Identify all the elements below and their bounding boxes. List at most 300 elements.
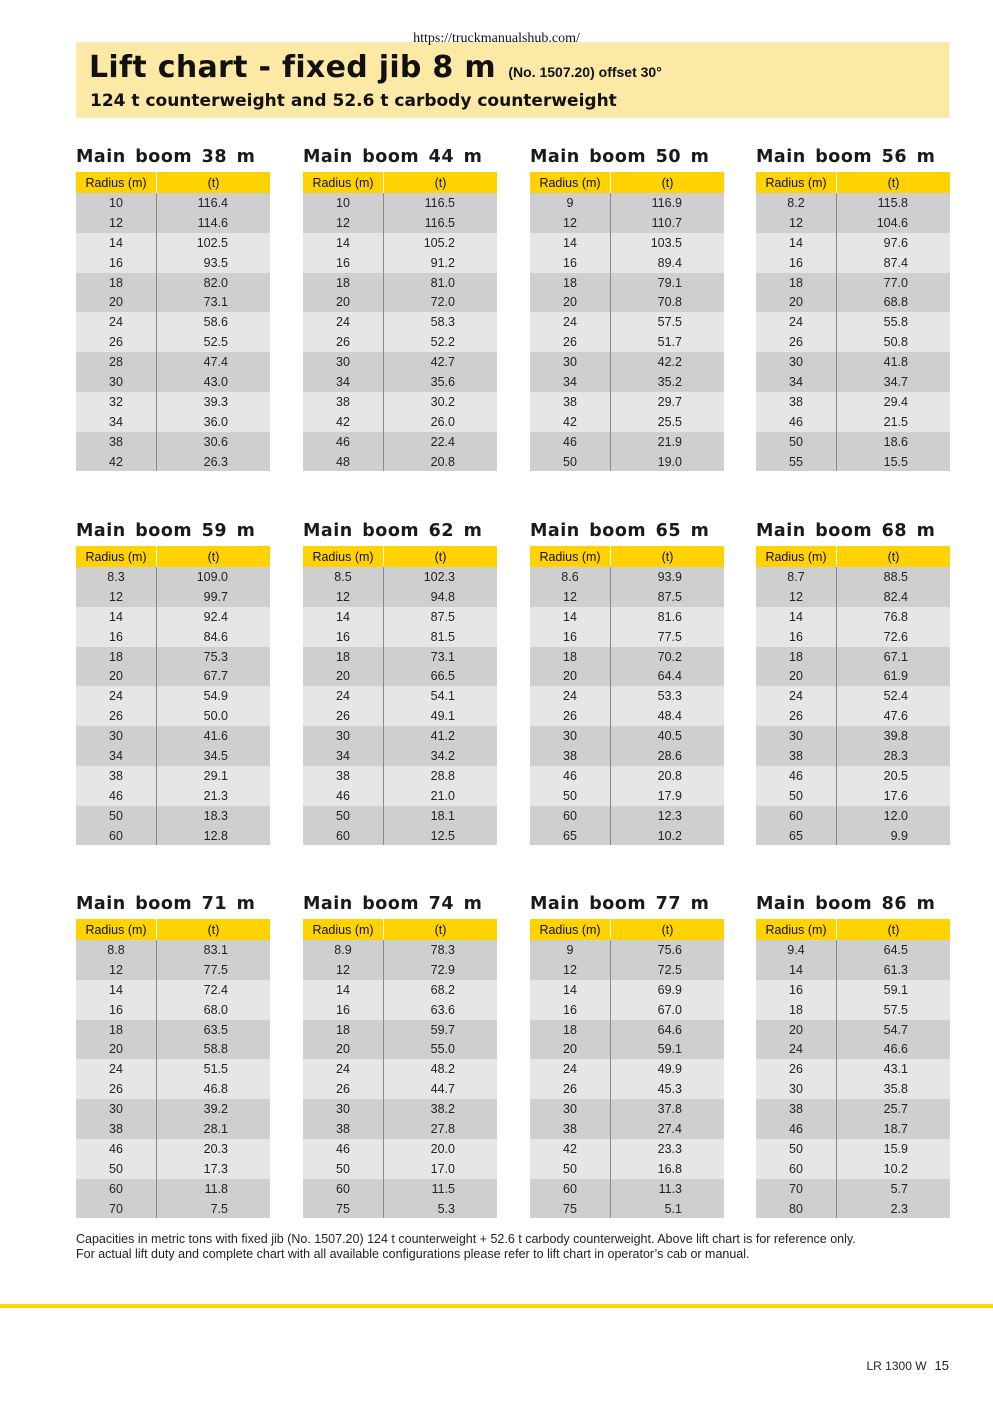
capacity-cell: 12.8 <box>203 828 228 843</box>
table-row <box>756 352 950 372</box>
capacity-cell: 91.2 <box>430 255 455 270</box>
radius-cell: 30 <box>76 726 157 746</box>
table-header-row <box>756 546 950 567</box>
capacity-cell: 63.5 <box>203 1022 228 1037</box>
capacity-cell: 75.3 <box>203 649 228 664</box>
radius-header: Radius (m) <box>530 546 611 567</box>
table-row <box>756 706 950 726</box>
table-row <box>530 627 724 647</box>
footnote-line-1: Capacities in metric tons with fixed jib (No. 1507.20) 124 t counterweight + 52.6 t carbody counterweight. Above lift chart is for reference only. <box>76 1232 856 1246</box>
radius-cell: 14 <box>303 607 384 627</box>
radius-cell: 20 <box>756 1020 837 1040</box>
capacity-cell: 61.9 <box>883 669 908 684</box>
table-row <box>303 1039 497 1059</box>
table-row <box>303 273 497 293</box>
capacity-cell: 82.4 <box>883 589 908 604</box>
capacity-cell: 93.9 <box>657 569 682 584</box>
radius-cell: 42 <box>530 412 611 432</box>
radius-cell: 24 <box>756 686 837 706</box>
table-row <box>303 726 497 746</box>
table-row <box>530 193 724 213</box>
capacity-cell: 52.5 <box>203 335 228 350</box>
radius-cell: 18 <box>530 1020 611 1040</box>
capacity-header: (t) <box>384 919 498 940</box>
table-row <box>303 312 497 332</box>
capacity-cell: 58.3 <box>430 315 455 330</box>
table-row <box>756 567 950 587</box>
radius-cell: 55 <box>756 452 837 472</box>
radius-cell: 14 <box>530 233 611 253</box>
radius-cell: 50 <box>756 432 837 452</box>
capacity-cell: 83.1 <box>203 942 228 957</box>
capacity-cell: 64.5 <box>883 942 908 957</box>
table-row <box>530 1020 724 1040</box>
radius-cell: 32 <box>76 392 157 412</box>
radius-cell: 16 <box>303 627 384 647</box>
table-row <box>756 980 950 1000</box>
capacity-cell: 21.9 <box>657 434 682 449</box>
radius-cell: 8.2 <box>756 193 837 213</box>
table-row <box>756 766 950 786</box>
table-row <box>756 193 950 213</box>
table-row <box>530 213 724 233</box>
capacity-header: (t) <box>611 919 725 940</box>
capacity-cell: 68.2 <box>430 982 455 997</box>
radius-cell: 65 <box>530 826 611 846</box>
chart-title: Main boom 77 m <box>530 894 710 914</box>
title-detail: (No. 1507.20) offset 30° <box>508 64 662 80</box>
capacity-cell: 26.3 <box>203 454 228 469</box>
capacity-table <box>76 919 270 1218</box>
table-row <box>530 1179 724 1199</box>
radius-cell: 16 <box>530 627 611 647</box>
capacity-cell: 82.0 <box>203 275 228 290</box>
table-row <box>76 432 270 452</box>
radius-cell: 16 <box>756 980 837 1000</box>
chart-title: Main boom 74 m <box>303 894 483 914</box>
title-line <box>89 50 662 85</box>
lift-chart-table <box>76 146 270 471</box>
radius-cell: 75 <box>530 1199 611 1219</box>
table-row <box>756 432 950 452</box>
capacity-cell: 37.8 <box>657 1102 682 1117</box>
capacity-header: (t) <box>157 919 271 940</box>
capacity-cell: 27.4 <box>657 1121 682 1136</box>
table-row <box>530 806 724 826</box>
table-row <box>530 312 724 332</box>
table-row <box>76 1159 270 1179</box>
capacity-cell: 67.1 <box>883 649 908 664</box>
capacity-cell: 47.4 <box>203 355 228 370</box>
capacity-cell: 77.0 <box>883 275 908 290</box>
capacity-header: (t) <box>384 172 498 193</box>
table-row <box>303 1139 497 1159</box>
radius-cell: 38 <box>530 746 611 766</box>
capacity-cell: 76.8 <box>883 609 908 624</box>
table-row <box>756 372 950 392</box>
capacity-cell: 2.3 <box>890 1201 908 1216</box>
radius-cell: 30 <box>530 1099 611 1119</box>
capacity-cell: 10.2 <box>883 1161 908 1176</box>
capacity-cell: 72.5 <box>657 962 682 977</box>
table-row <box>76 372 270 392</box>
capacity-cell: 68.8 <box>883 295 908 310</box>
table-row <box>756 1059 950 1079</box>
radius-cell: 30 <box>756 352 837 372</box>
radius-header: Radius (m) <box>303 546 384 567</box>
table-row <box>303 193 497 213</box>
radius-cell: 14 <box>756 233 837 253</box>
table-row <box>303 806 497 826</box>
table-row <box>303 213 497 233</box>
table-row <box>756 1099 950 1119</box>
table-row <box>756 452 950 472</box>
capacity-cell: 43.0 <box>203 374 228 389</box>
capacity-cell: 17.6 <box>883 788 908 803</box>
radius-cell: 30 <box>303 1099 384 1119</box>
radius-cell: 16 <box>530 1000 611 1020</box>
radius-cell: 30 <box>756 1079 837 1099</box>
table-row <box>303 826 497 846</box>
table-row <box>756 1079 950 1099</box>
table-row <box>303 452 497 472</box>
radius-cell: 18 <box>530 273 611 293</box>
radius-cell: 30 <box>303 352 384 372</box>
table-row <box>76 1199 270 1219</box>
capacity-cell: 72.9 <box>430 962 455 977</box>
table-row <box>530 1079 724 1099</box>
table-row <box>303 392 497 412</box>
footer-model: LR 1300 W <box>866 1359 927 1373</box>
table-row <box>756 213 950 233</box>
capacity-cell: 44.7 <box>430 1082 455 1097</box>
radius-cell: 38 <box>303 766 384 786</box>
table-row <box>303 1179 497 1199</box>
radius-cell: 16 <box>303 253 384 273</box>
table-row <box>76 647 270 667</box>
table-row <box>303 647 497 667</box>
radius-header: Radius (m) <box>756 172 837 193</box>
table-row <box>530 1099 724 1119</box>
table-row <box>530 666 724 686</box>
radius-cell: 14 <box>303 233 384 253</box>
capacity-cell: 97.6 <box>883 235 908 250</box>
capacity-cell: 18.3 <box>203 808 228 823</box>
lift-chart-table <box>530 893 724 1218</box>
capacity-cell: 29.4 <box>883 394 908 409</box>
capacity-cell: 40.5 <box>657 729 682 744</box>
table-row <box>530 1139 724 1159</box>
table-row <box>303 1000 497 1020</box>
capacity-cell: 94.8 <box>430 589 455 604</box>
radius-cell: 12 <box>303 213 384 233</box>
radius-cell: 26 <box>530 706 611 726</box>
capacity-cell: 102.3 <box>423 569 455 584</box>
capacity-cell: 21.0 <box>430 788 455 803</box>
radius-cell: 18 <box>756 1000 837 1020</box>
capacity-cell: 109.0 <box>196 569 228 584</box>
table-header-row <box>530 919 724 940</box>
table-row <box>76 940 270 960</box>
capacity-cell: 64.6 <box>657 1022 682 1037</box>
capacity-cell: 34.5 <box>203 748 228 763</box>
capacity-cell: 20.8 <box>430 454 455 469</box>
capacity-cell: 22.4 <box>430 434 455 449</box>
table-row <box>530 726 724 746</box>
table-row <box>76 1020 270 1040</box>
capacity-cell: 53.3 <box>657 689 682 704</box>
capacity-cell: 36.0 <box>203 414 228 429</box>
radius-cell: 38 <box>530 1119 611 1139</box>
table-row <box>303 627 497 647</box>
capacity-cell: 87.5 <box>657 589 682 604</box>
radius-cell: 24 <box>76 1059 157 1079</box>
radius-cell: 16 <box>303 1000 384 1020</box>
radius-cell: 46 <box>76 786 157 806</box>
lift-chart-table <box>756 520 950 845</box>
radius-cell: 18 <box>303 647 384 667</box>
radius-cell: 50 <box>530 786 611 806</box>
capacity-cell: 11.8 <box>204 1181 228 1196</box>
capacity-cell: 30.2 <box>430 394 455 409</box>
table-row <box>76 607 270 627</box>
capacity-cell: 110.7 <box>651 215 682 230</box>
radius-cell: 9 <box>530 940 611 960</box>
table-row <box>530 567 724 587</box>
table-row <box>756 1139 950 1159</box>
radius-cell: 26 <box>530 1079 611 1099</box>
radius-cell: 10 <box>76 193 157 213</box>
radius-cell: 12 <box>530 213 611 233</box>
capacity-cell: 54.9 <box>203 689 228 704</box>
radius-cell: 8.6 <box>530 567 611 587</box>
table-row <box>530 960 724 980</box>
table-row <box>303 766 497 786</box>
radius-cell: 50 <box>756 786 837 806</box>
radius-cell: 14 <box>756 607 837 627</box>
capacity-cell: 17.3 <box>203 1161 228 1176</box>
capacity-cell: 35.8 <box>883 1082 908 1097</box>
radius-cell: 34 <box>756 372 837 392</box>
capacity-cell: 68.0 <box>203 1002 228 1017</box>
radius-cell: 60 <box>530 806 611 826</box>
capacity-cell: 59.7 <box>430 1022 455 1037</box>
radius-cell: 20 <box>303 1039 384 1059</box>
lift-chart-table <box>303 893 497 1218</box>
table-row <box>756 666 950 686</box>
radius-cell: 34 <box>303 746 384 766</box>
radius-cell: 38 <box>756 1099 837 1119</box>
table-row <box>530 686 724 706</box>
capacity-cell: 28.1 <box>203 1121 228 1136</box>
radius-cell: 24 <box>303 1059 384 1079</box>
capacity-cell: 50.8 <box>883 335 908 350</box>
table-row <box>303 607 497 627</box>
radius-cell: 26 <box>303 1079 384 1099</box>
table-row <box>530 412 724 432</box>
capacity-cell: 28.3 <box>883 748 908 763</box>
table-row <box>530 452 724 472</box>
capacity-cell: 51.5 <box>203 1062 228 1077</box>
table-row <box>303 1199 497 1219</box>
table-row <box>756 1119 950 1139</box>
table-row <box>530 1039 724 1059</box>
capacity-cell: 54.1 <box>430 689 455 704</box>
radius-cell: 46 <box>303 1139 384 1159</box>
capacity-cell: 81.5 <box>430 629 455 644</box>
radius-cell: 20 <box>76 1039 157 1059</box>
table-row <box>530 253 724 273</box>
capacity-table <box>530 172 724 471</box>
radius-cell: 50 <box>76 806 157 826</box>
capacity-cell: 35.6 <box>430 374 455 389</box>
chart-title: Main boom 44 m <box>303 147 483 167</box>
source-url: https://truckmanualshub.com/ <box>413 31 580 46</box>
table-row <box>530 233 724 253</box>
capacity-cell: 57.5 <box>883 1002 908 1017</box>
capacity-cell: 28.8 <box>430 768 455 783</box>
capacity-cell: 89.4 <box>657 255 682 270</box>
table-row <box>303 412 497 432</box>
radius-cell: 75 <box>303 1199 384 1219</box>
radius-cell: 60 <box>756 806 837 826</box>
radius-cell: 46 <box>756 1119 837 1139</box>
radius-cell: 12 <box>530 587 611 607</box>
table-row <box>76 1000 270 1020</box>
table-row <box>756 292 950 312</box>
capacity-cell: 55.8 <box>883 315 908 330</box>
radius-cell: 80 <box>756 1199 837 1219</box>
radius-cell: 42 <box>303 412 384 432</box>
table-header-row <box>303 919 497 940</box>
radius-cell: 38 <box>76 766 157 786</box>
capacity-cell: 18.1 <box>430 808 455 823</box>
lift-chart-table <box>76 520 270 845</box>
radius-cell: 20 <box>303 666 384 686</box>
capacity-cell: 59.1 <box>657 1042 682 1057</box>
table-row <box>530 587 724 607</box>
lift-chart-table <box>530 520 724 845</box>
radius-cell: 24 <box>303 686 384 706</box>
table-row <box>303 786 497 806</box>
capacity-cell: 67.0 <box>657 1002 682 1017</box>
table-row <box>756 412 950 432</box>
radius-cell: 14 <box>530 607 611 627</box>
table-row <box>756 392 950 412</box>
capacity-cell: 42.7 <box>430 355 455 370</box>
capacity-cell: 41.2 <box>430 729 455 744</box>
capacity-cell: 63.6 <box>430 1002 455 1017</box>
radius-header: Radius (m) <box>303 919 384 940</box>
table-row <box>530 766 724 786</box>
table-row <box>76 567 270 587</box>
radius-cell: 24 <box>303 312 384 332</box>
table-header-row <box>303 172 497 193</box>
capacity-cell: 34.2 <box>430 748 455 763</box>
radius-cell: 12 <box>756 587 837 607</box>
radius-cell: 38 <box>303 392 384 412</box>
table-row <box>76 587 270 607</box>
table-row <box>303 587 497 607</box>
table-row <box>76 412 270 432</box>
capacity-cell: 5.7 <box>890 1181 908 1196</box>
radius-cell: 24 <box>530 1059 611 1079</box>
radius-cell: 20 <box>530 292 611 312</box>
table-row <box>76 806 270 826</box>
capacity-cell: 84.6 <box>203 629 228 644</box>
table-row <box>756 1159 950 1179</box>
table-row <box>303 960 497 980</box>
table-row <box>76 1139 270 1159</box>
radius-cell: 50 <box>530 1159 611 1179</box>
capacity-header: (t) <box>157 546 271 567</box>
capacity-cell: 114.6 <box>197 215 228 230</box>
capacity-cell: 38.2 <box>430 1102 455 1117</box>
capacity-cell: 5.1 <box>664 1201 682 1216</box>
radius-header: Radius (m) <box>530 919 611 940</box>
capacity-cell: 46.6 <box>883 1042 908 1057</box>
radius-cell: 18 <box>303 1020 384 1040</box>
capacity-cell: 27.8 <box>430 1121 455 1136</box>
capacity-cell: 49.9 <box>657 1062 682 1077</box>
capacity-table <box>303 919 497 1218</box>
capacity-header: (t) <box>837 546 951 567</box>
radius-cell: 16 <box>756 627 837 647</box>
table-row <box>303 1119 497 1139</box>
capacity-cell: 29.7 <box>657 394 682 409</box>
radius-cell: 70 <box>76 1199 157 1219</box>
table-row <box>76 253 270 273</box>
radius-cell: 34 <box>76 746 157 766</box>
table-row <box>756 686 950 706</box>
radius-cell: 46 <box>76 1139 157 1159</box>
radius-cell: 16 <box>76 253 157 273</box>
capacity-cell: 46.8 <box>203 1082 228 1097</box>
capacity-cell: 57.5 <box>657 315 682 330</box>
capacity-cell: 51.7 <box>657 335 682 350</box>
capacity-cell: 87.5 <box>430 609 455 624</box>
radius-cell: 38 <box>76 432 157 452</box>
capacity-cell: 81.6 <box>657 609 682 624</box>
table-row <box>530 940 724 960</box>
capacity-cell: 66.5 <box>430 669 455 684</box>
capacity-cell: 48.2 <box>430 1062 455 1077</box>
table-row <box>756 786 950 806</box>
radius-header: Radius (m) <box>756 546 837 567</box>
radius-cell: 10 <box>303 193 384 213</box>
radius-cell: 30 <box>756 726 837 746</box>
chart-title: Main boom 50 m <box>530 147 710 167</box>
table-row <box>76 233 270 253</box>
chart-title: Main boom 65 m <box>530 521 710 541</box>
radius-cell: 26 <box>76 332 157 352</box>
radius-cell: 16 <box>76 1000 157 1020</box>
radius-cell: 12 <box>303 587 384 607</box>
capacity-cell: 43.1 <box>883 1062 908 1077</box>
table-row <box>530 292 724 312</box>
radius-cell: 24 <box>76 312 157 332</box>
radius-cell: 14 <box>76 607 157 627</box>
footer-rule <box>0 1304 993 1308</box>
capacity-cell: 88.5 <box>883 569 908 584</box>
table-row <box>303 432 497 452</box>
capacity-cell: 58.8 <box>203 1042 228 1057</box>
table-row <box>530 392 724 412</box>
capacity-header: (t) <box>384 546 498 567</box>
capacity-cell: 20.3 <box>203 1141 228 1156</box>
radius-cell: 42 <box>76 452 157 472</box>
capacity-table <box>303 172 497 471</box>
